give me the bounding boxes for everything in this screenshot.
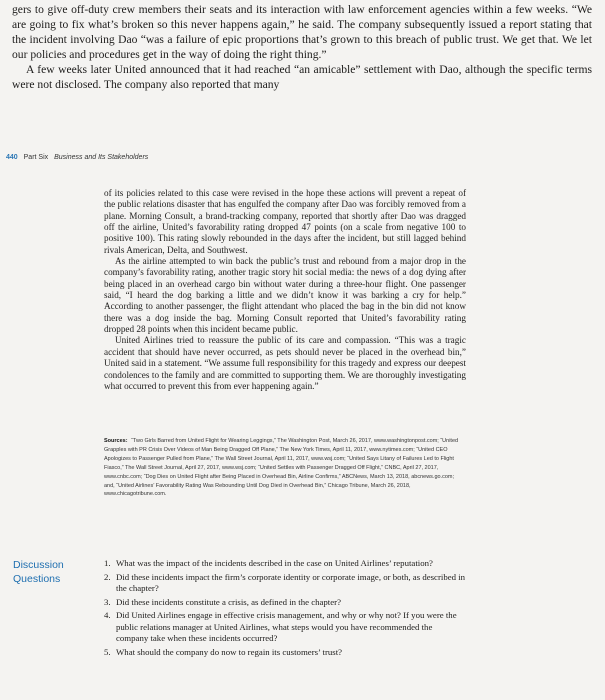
paragraph: A few weeks later United announced that it had reached “an amicable” settlement with Dao, although the specific terms were not disclosed. The company also reported that many xyxy=(12,63,592,91)
question-item xyxy=(104,572,466,595)
question-text: What should the company do now to regain its customers’ trust? xyxy=(116,646,343,657)
chapter-title: Business and Its Stakeholders xyxy=(54,154,149,161)
paragraph: United Airlines tried to reassure the public of its care and compassion. “This was a tragic accident that should have never occurred, as pets should never be placed in the overhead bin,” United said in a statement. “We assume full responsibility for this tragedy and express our deepest condolences to the family and are committed to supporting them. We are thoroughly investigating what occurred to prevent this from ever happening again.” xyxy=(104,335,466,391)
question-item xyxy=(104,610,466,645)
previous-page-text xyxy=(12,2,592,92)
discussion-questions-heading: Discussion Questions xyxy=(13,559,64,585)
part-label: Part Six xyxy=(23,154,49,161)
running-head xyxy=(6,154,148,161)
case-text xyxy=(104,188,466,392)
question-number: 1. xyxy=(104,558,111,568)
question-text: Did United Airlines engage in effective crisis management, and why or why not? If you were the public relations manager at United Airlines, what steps would you have recommended the company take when these incidents occurred? xyxy=(116,610,457,643)
paragraph: of its policies related to this case were revised in the hope these actions will prevent a repeat of the public relations disaster that has engulfed the company after Dao was forcibly removed from a plane. Morning Consult, a brand-tracking company, reported that shortly after Dao was dragged off the airline, United’s favorability rating dropped 47 points (on a scale from negative 100 to positive 100). This rating slowly rebounded in the days after the incident, but still lagged behind rivals American, Delta, and Southwest. xyxy=(104,188,466,255)
question-text: Did these incidents impact the firm’s corporate identity or corporate image, or both, as described in the chapter? xyxy=(116,571,466,593)
question-item xyxy=(104,558,466,570)
paragraph: As the airline attempted to win back the public’s trust and rebound from a major drop in the company’s favorability rating, another tragic story hit social media: the news of a dog dying after being placed in an overhead cargo bin without water during a three-hour flight. One passenger said, “I heard the dog barking a little and we didn’t know it was barking a cry for help.” According to another passenger, the flight attendant who placed the bag in the bin did not know there was a dog inside the bag. Morning Consult reported that United’s favorability rating dropped 28 points when this incident became public. xyxy=(104,256,466,335)
question-item xyxy=(104,597,466,609)
question-number: 5. xyxy=(104,646,111,657)
discussion-questions-list xyxy=(104,558,466,660)
question-text: Did these incidents constitute a crisis, as defined in the chapter? xyxy=(116,596,341,607)
sources-note xyxy=(104,437,460,499)
sources-label: Sources: xyxy=(104,438,128,444)
question-number: 2. xyxy=(104,571,111,582)
question-number: 4. xyxy=(104,610,111,620)
question-text: What was the impact of the incidents described in the case on United Airlines’ reputation? xyxy=(116,558,433,568)
page-number: 440 xyxy=(6,154,18,161)
paragraph: gers to give off-duty crew members their seats and its interaction with law enforcement agencies within a few weeks. “We are going to fix what’s broken so this never happens again,” he said. The company subsequently issued a report stating that the incident involving Dao “was a failure of epic proportions that’s grown to this breach of public trust. We get that. We let our policies and procedures get in the way of doing the right thing.” xyxy=(12,3,592,61)
sources-text: “Two Girls Barred from United Flight for Wearing Leggings,” The Washington Post, March 26, 2017, www.washingtonpost.com; “United Grapples with PR Crisis Over Videos of Man Being Dragged Off Plane,” The New York Times, April 11, 2017, www.nytimes.com; “United CEO Apologizes to Passenger Pulled from Plane,” The Wall Street Journal, April 11, 2017, www.wsj.com; “United Says Litany of Failures Led to Flight Fiasco,” The Wall Street Journal, April 27, 2017, www.wsj.com; “United Settles with Passenger Dragged Off Flight,” CNBC, April 27, 2017, www.cnbc.com; “Dog Dies on United Flight after Being Placed in Overhead Bin, Airline Confirms,” ABCNews, March 13, 2018, abcnews.go.com; and, “United Airlines’ Favorability Rating Was Rebounding Until Dog Died in Overhead Bin,” Chicago Tribune, March 26, 2018, www.chicagotribune.com. xyxy=(104,438,459,498)
question-item xyxy=(104,647,466,659)
question-number: 3. xyxy=(104,596,111,607)
